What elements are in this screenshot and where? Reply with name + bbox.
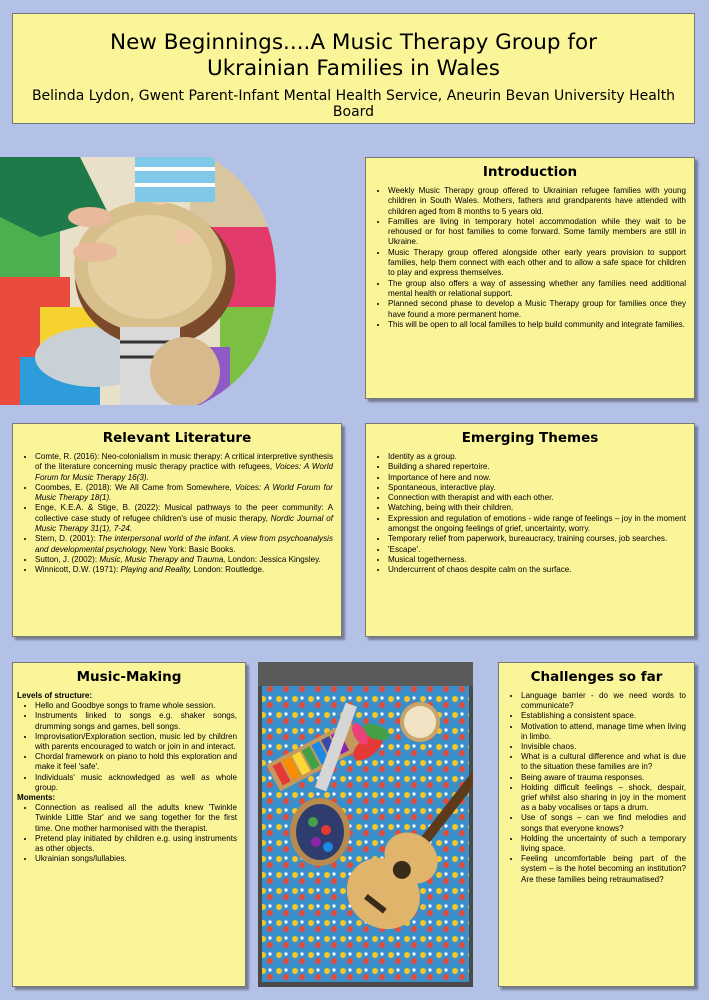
instruments-photo [258,662,473,987]
list-item: • Building a shared repertoire. [388,462,686,472]
music-making-heading: Music-Making [76,669,182,685]
list-item: • Importance of here and now. [388,473,686,483]
music-making-panel [12,662,246,987]
list-item: • Planned second phase to develop a Music Therapy group for families once they have found a more permanent home. [388,299,686,320]
list-item: • Hello and Goodbye songs to frame whole session. [35,701,237,711]
themes-list [366,452,694,576]
list-item: • 'Escape'. [388,545,686,555]
literature-panel [12,423,342,637]
list-item: • Families are living in temporary hotel accommodation while they wait to be rehoused or for host families to come forward. Some family members are still in Ukraine. [388,217,686,248]
reference-source: Playing and Reality, [120,565,192,575]
title-line-1: New Beginnings....A Music Therapy Group for [110,30,597,55]
list-item: • Individuals' music acknowledged as well as whole group. [35,773,237,793]
list-item: • Musical togetherness. [388,555,686,565]
reference-item [35,483,333,504]
reference-item [35,534,333,555]
reference-source: Voices: A World Forum for Music Therapy 18(1). [35,482,333,503]
list-item: • Instruments linked to songs e.g. shaker songs, drumming songs and games, bell songs. [35,711,237,731]
title-line-2: Ukrainian Families in Wales [206,56,500,81]
list-item: • Identity as a group. [388,452,686,462]
title-panel [12,13,695,124]
list-item: • Use of songs – can we find melodies and songs that everyone knows? [521,813,686,833]
list-item: • Connection with therapist and with each other. [388,493,686,503]
list-item: • Undercurrent of chaos despite calm on the surface. [388,565,686,575]
list-item: • Invisible chaos. [521,742,686,752]
reference-text: New York: Basic Books. [147,544,236,554]
list-item: • This will be open to all local families to help build community and integrate families. [388,320,686,330]
literature-heading: Relevant Literature [102,430,252,446]
list-item: • The group also offers a way of assessing whether any families need additional mental health or relational support. [388,279,686,300]
list-item: • Holding difficult feelings – shock, despair, grief whilst also sharing in joy in the moment as a baby vocalises or taps a drum. [521,783,686,814]
list-item: • Holding the uncertainty of such a temporary living space. [521,834,686,854]
list-item: • Temporary relief from paperwork, bureaucracy, training courses, job searches. [388,534,686,544]
list-item: • Being aware of trauma responses. [521,773,686,783]
introduction-panel [365,157,695,399]
list-item: • Expression and regulation of emotions - wide range of feelings – joy in the moment amongst the ongoing feelings of grief, uncertainty, worry. [388,514,686,535]
reference-item [35,503,333,534]
list-item: • Chordal framework on piano to hold this exploration and make it feel 'safe'. [35,752,237,772]
list-item: • Watching, being with their children. [388,503,686,513]
list-item: • Motivation to attend, manage time when living in limbo. [521,722,686,742]
list-item: • Music Therapy group offered alongside other early years provision to support families, help them connect with each other and to allow a safe space for children to play and express themselves. [388,248,686,279]
moments-list [13,803,245,864]
reference-item [35,452,333,483]
literature-list [13,452,341,576]
list-item: • Language barrier - do we need words to communicate? [521,691,686,711]
moments-label: Moments: [17,793,56,803]
reference-text: Coombes, E. (2018): We All Came from Somewhere, [35,482,235,492]
reference-text: Enge, K.E.A. & Stige, B. (2022): Musical pathways to the peer community: A collective case study of refugee children's use of music therapy, [35,503,333,523]
themes-panel [365,423,695,637]
reference-source: Voices: A World Forum for Music Therapy 16(3). [35,462,333,482]
list-item: • Weekly Music Therapy group offered to Ukrainian refugee families with young children in South Wales. Mothers, fathers and grandparents have attended with children aged from 8 months to 5 years old. [388,186,686,217]
reference-text: Winnicott, D.W. (1971): [35,565,121,575]
reference-item [35,565,333,575]
challenges-list [499,691,694,885]
author-line: Belinda Lydon, Gwent Parent-Infant Mental Health Service, Aneurin Bevan University Health Board [31,88,676,120]
levels-label: Levels of structure: [17,691,93,700]
reference-source: The interpersonal world of the infant. A view from psychoanalysis and developmental psychology, [35,534,333,554]
levels-list [13,701,245,793]
list-item: • Connection as realised all the adults knew 'Twinkle Twinkle Little Star' and we sang together for the first time. One mother harmonised with the therapist. [35,803,237,834]
poster-title [13,30,694,82]
list-item: • Pretend play initiated by children e.g. using instruments as other objects. [35,834,237,854]
challenges-heading: Challenges so far [530,669,663,685]
list-item: • Establishing a consistent space. [521,711,686,721]
list-item: • Feeling uncomfortable being part of the system – is the hotel becoming an institution? Are these families being retraumatised? [521,854,686,885]
reference-text: Comte, R. (2016): Neo-colonialism in music therapy: A critical interpretive synthesis of the literature concerning music therapy practice with refugees, [35,452,333,472]
reference-text: London: Routledge. [191,565,265,575]
reference-source: Nordic Journal of Music Therapy 31(1), 7-24. [35,513,333,534]
reference-source: Music, Music Therapy and Trauma, [99,554,226,564]
list-item: • What is a cultural difference and what is due to the situation these families are in? [521,752,686,772]
introduction-list [366,186,694,330]
introduction-heading: Introduction [482,164,578,180]
drum-photo [0,157,276,405]
themes-heading: Emerging Themes [461,430,599,446]
reference-text: London: Jessica Kingsley. [225,554,321,564]
reference-text: Stern, D. (2001): [35,534,98,544]
list-item: • Spontaneous, interactive play. [388,483,686,493]
reference-item [35,555,333,565]
challenges-panel [498,662,695,987]
list-item: • Ukrainian songs/lullabies. [35,854,237,864]
list-item: • Improvisation/Exploration section, music led by children with parents encouraged to watch or join in and interact. [35,732,237,752]
reference-text: Sutton, J. (2002): [35,554,100,564]
